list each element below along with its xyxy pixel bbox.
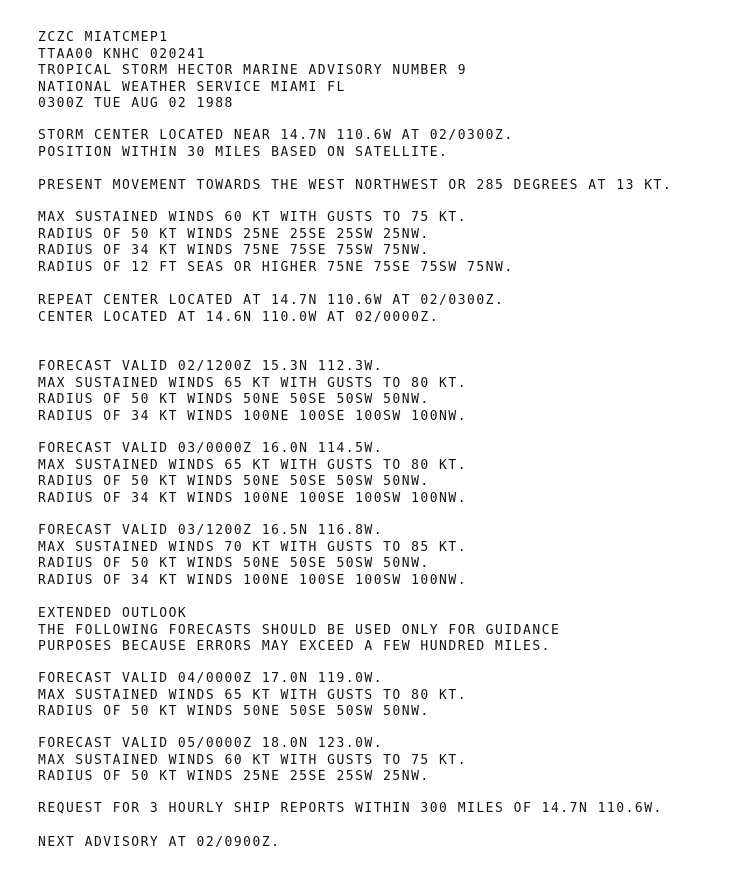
winds-block (38, 210, 514, 276)
forecast-line: RADIUS OF 34 KT WINDS 100NE 100SE 100SW 100NW. (38, 408, 468, 424)
repeat-block (38, 293, 504, 326)
header-line: 0300Z TUE AUG 02 1988 (38, 96, 234, 111)
forecast-line: RADIUS OF 34 KT WINDS 100NE 100SE 100SW 100NW. (38, 572, 468, 588)
movement-line: PRESENT MOVEMENT TOWARDS THE WEST NORTHWEST OR 285 DEGREES AT 13 KT. (38, 178, 673, 193)
forecast-line: MAX SUSTAINED WINDS 60 KT WITH GUSTS TO 75 KT. (38, 752, 468, 768)
outlook-block (38, 606, 560, 656)
forecast-line: FORECAST VALID 03/0000Z 16.0N 114.5W. (38, 441, 384, 456)
forecast-block-1 (38, 359, 467, 425)
forecast-block-4 (38, 671, 467, 721)
position-block (38, 128, 514, 161)
outlook-line: PURPOSES BECAUSE ERRORS MAY EXCEED A FEW HUNDRED MILES. (38, 639, 551, 654)
request-line: REQUEST FOR 3 HOURLY SHIP REPORTS WITHIN 300 MILES OF 14.7N 110.6W. (38, 801, 663, 816)
forecast-line: MAX SUSTAINED WINDS 70 KT WITH GUSTS TO 85 KT. (38, 539, 468, 555)
outlook-line: EXTENDED OUTLOOK (38, 606, 188, 621)
forecast-line: FORECAST VALID 04/0000Z 17.0N 119.0W. (38, 671, 384, 686)
position-line: STORM CENTER LOCATED NEAR 14.7N 110.6W AT 02/0300Z. (38, 128, 514, 143)
header-line: TTAA00 KNHC 020241 (38, 46, 206, 62)
header-line: ZCZC MIATCMEP1 (38, 30, 169, 45)
header-line: NATIONAL WEATHER SERVICE MIAMI FL (38, 79, 346, 95)
winds-line: RADIUS OF 50 KT WINDS 25NE 25SE 25SW 25NW. (38, 226, 430, 242)
forecast-block-3 (38, 523, 467, 589)
forecast-line: RADIUS OF 50 KT WINDS 50NE 50SE 50SW 50NW. (38, 474, 430, 489)
request-block (38, 801, 663, 818)
forecast-line: MAX SUSTAINED WINDS 65 KT WITH GUSTS TO 80 KT. (38, 457, 468, 473)
next-advisory-block (38, 835, 281, 852)
winds-line: RADIUS OF 12 FT SEAS OR HIGHER 75NE 75SE 75SW 75NW. (38, 259, 514, 275)
forecast-line: MAX SUSTAINED WINDS 65 KT WITH GUSTS TO 80 KT. (38, 687, 468, 703)
next-advisory-line: NEXT ADVISORY AT 02/0900Z. (38, 835, 281, 850)
outlook-line: THE FOLLOWING FORECASTS SHOULD BE USED ONLY FOR GUIDANCE (38, 622, 561, 638)
forecast-line: FORECAST VALID 03/1200Z 16.5N 116.8W. (38, 523, 384, 538)
forecast-line: RADIUS OF 34 KT WINDS 100NE 100SE 100SW 100NW. (38, 490, 468, 506)
header-line: TROPICAL STORM HECTOR MARINE ADVISORY NUMBER 9 (38, 63, 468, 78)
forecast-line: FORECAST VALID 02/1200Z 15.3N 112.3W. (38, 359, 384, 374)
forecast-line: MAX SUSTAINED WINDS 65 KT WITH GUSTS TO 80 KT. (38, 375, 468, 391)
forecast-line: RADIUS OF 50 KT WINDS 50NE 50SE 50SW 50NW. (38, 392, 430, 407)
repeat-line: REPEAT CENTER LOCATED AT 14.7N 110.6W AT 02/0300Z. (38, 293, 505, 308)
forecast-line: RADIUS OF 50 KT WINDS 50NE 50SE 50SW 50NW. (38, 556, 430, 571)
forecast-line: FORECAST VALID 05/0000Z 18.0N 123.0W. (38, 736, 384, 751)
forecast-block-2 (38, 441, 467, 507)
movement-block (38, 178, 672, 195)
position-line: POSITION WITHIN 30 MILES BASED ON SATELLITE. (38, 144, 449, 160)
forecast-line: RADIUS OF 50 KT WINDS 50NE 50SE 50SW 50NW. (38, 704, 430, 719)
repeat-line: CENTER LOCATED AT 14.6N 110.0W AT 02/0000Z. (38, 309, 440, 325)
winds-line: RADIUS OF 34 KT WINDS 75NE 75SE 75SW 75NW. (38, 243, 430, 258)
header-block (38, 30, 467, 113)
winds-line: MAX SUSTAINED WINDS 60 KT WITH GUSTS TO 75 KT. (38, 210, 468, 225)
forecast-line: RADIUS OF 50 KT WINDS 25NE 25SE 25SW 25NW. (38, 769, 430, 784)
forecast-block-5 (38, 736, 467, 786)
